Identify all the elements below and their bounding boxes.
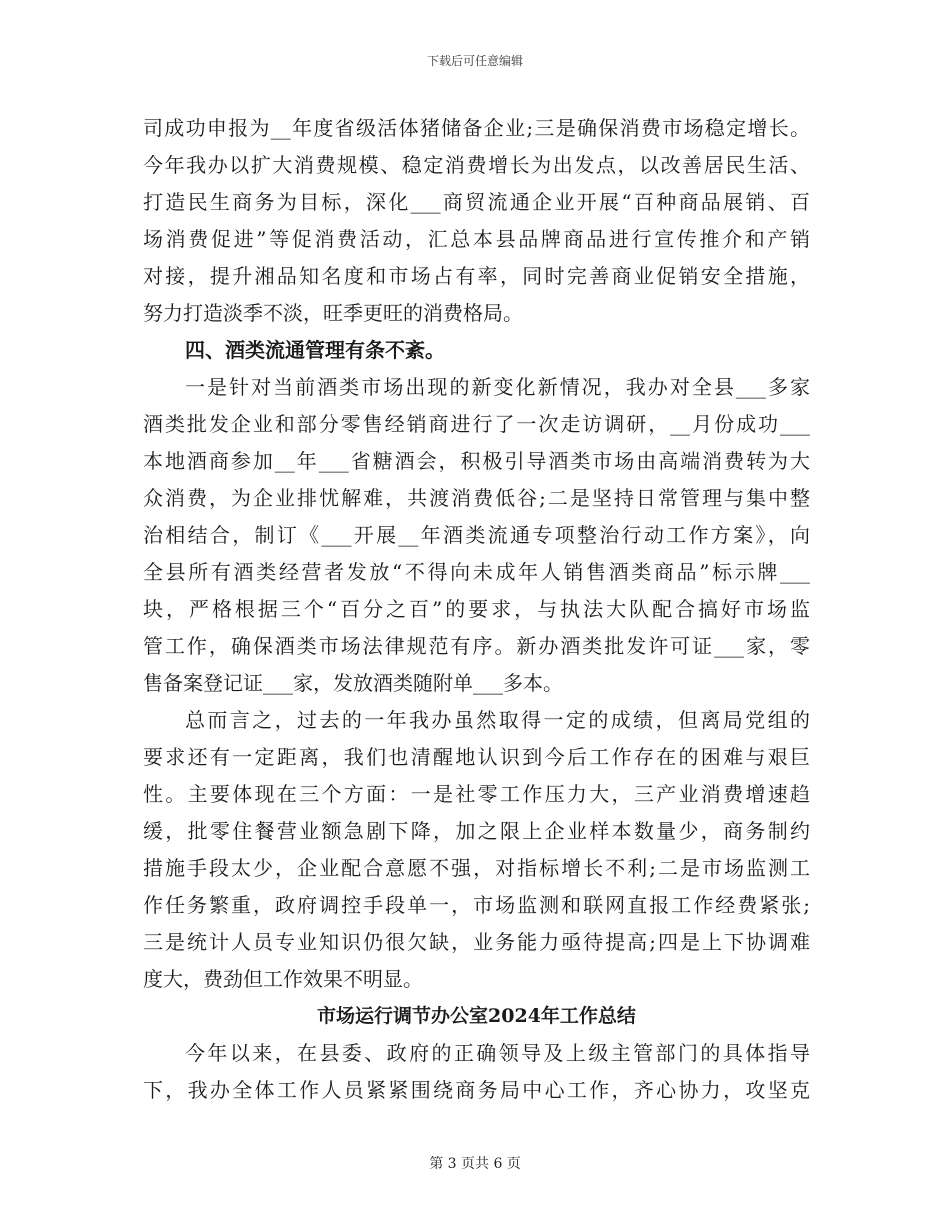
- paragraph-line: 下，我办全体工作人员紧紧围绕商务局中心工作，齐心协力，攻坚克: [143, 1078, 810, 1102]
- paragraph-line: 今年我办以扩大消费规模、稳定消费增长为出发点，以改善居民生活、: [143, 153, 810, 177]
- paragraph-line: 酒类批发企业和部分零售经销商进行了一次走访调研，__月份成功___: [143, 412, 810, 436]
- section-heading: 四、酒类流通管理有条不紊。: [185, 338, 445, 362]
- paragraph-line: 努力打造淡季不淡，旺季更旺的消费格局。: [143, 301, 523, 325]
- document-body: [143, 110, 810, 1109]
- paragraph-line: 场消费促进”等促消费活动，汇总本县品牌商品进行宣传推介和产销: [143, 227, 810, 251]
- paragraph-line: 作任务繁重，政府调控手段单一，市场监测和联网直报工作经费紧张;: [143, 893, 810, 917]
- paragraph-line: 管工作，确保酒类市场法律规范有序。新办酒类批发许可证___家，零: [143, 634, 810, 658]
- paragraph-line: 司成功申报为__年度省级活体猪储备企业;三是确保消费市场稳定增长。: [143, 116, 810, 140]
- paragraph-line: 打造民生商务为目标，深化___商贸流通企业开展“百种商品展销、百: [143, 190, 810, 214]
- paragraph-line: 总而言之，过去的一年我办虽然取得一定的成绩，但离局党组的: [185, 708, 810, 732]
- paragraph-line: 缓，批零住餐营业额急剧下降，加之限上企业样本数量少，商务制约: [143, 819, 810, 843]
- document-title: 市场运行调节办公室2024年工作总结: [317, 1005, 636, 1027]
- paragraph-line: 要求还有一定距离，我们也清醒地认识到今后工作存在的困难与艰巨: [143, 745, 810, 769]
- paragraph-line: 块，严格根据三个“百分之百”的要求，与执法大队配合搞好市场监: [143, 597, 810, 621]
- paragraph-line: 措施手段太少，企业配合意愿不强，对指标增长不利;二是市场监测工: [143, 856, 810, 880]
- paragraph-line: 今年以来，在县委、政府的正确领导及上级主管部门的具体指导: [185, 1041, 810, 1065]
- paragraph-line: 本地酒商参加__年___省糖酒会，积极引导酒类市场由高端消费转为大: [143, 449, 810, 473]
- paragraph-line: 全县所有酒类经营者发放“不得向未成年人销售酒类商品”标示牌___: [143, 560, 810, 584]
- paragraph-line: 众消费，为企业排忧解难，共渡消费低谷;二是坚持日常管理与集中整: [143, 486, 810, 510]
- paragraph-line: 一是针对当前酒类市场出现的新变化新情况，我办对全县___多家: [185, 375, 810, 399]
- paragraph-line: 性。主要体现在三个方面：一是社零工作压力大，三产业消费增速趋: [143, 782, 810, 806]
- page-footer: 第 3 页共 6 页: [429, 1156, 521, 1172]
- paragraph-line: 治相结合，制订《___开展__年酒类流通专项整治行动工作方案》，向: [143, 523, 810, 547]
- paragraph-line: 售备案登记证___家，发放酒类随附单___多本。: [143, 671, 563, 695]
- paragraph-line: 度大，费劲但工作效果不明显。: [143, 967, 423, 991]
- page-header: 下载后可任意编辑: [426, 54, 523, 68]
- paragraph-line: 三是统计人员专业知识仍很欠缺，业务能力亟待提高;四是上下协调难: [143, 930, 810, 954]
- paragraph-line: 对接，提升湘品知名度和市场占有率，同时完善商业促销安全措施，: [143, 264, 810, 288]
